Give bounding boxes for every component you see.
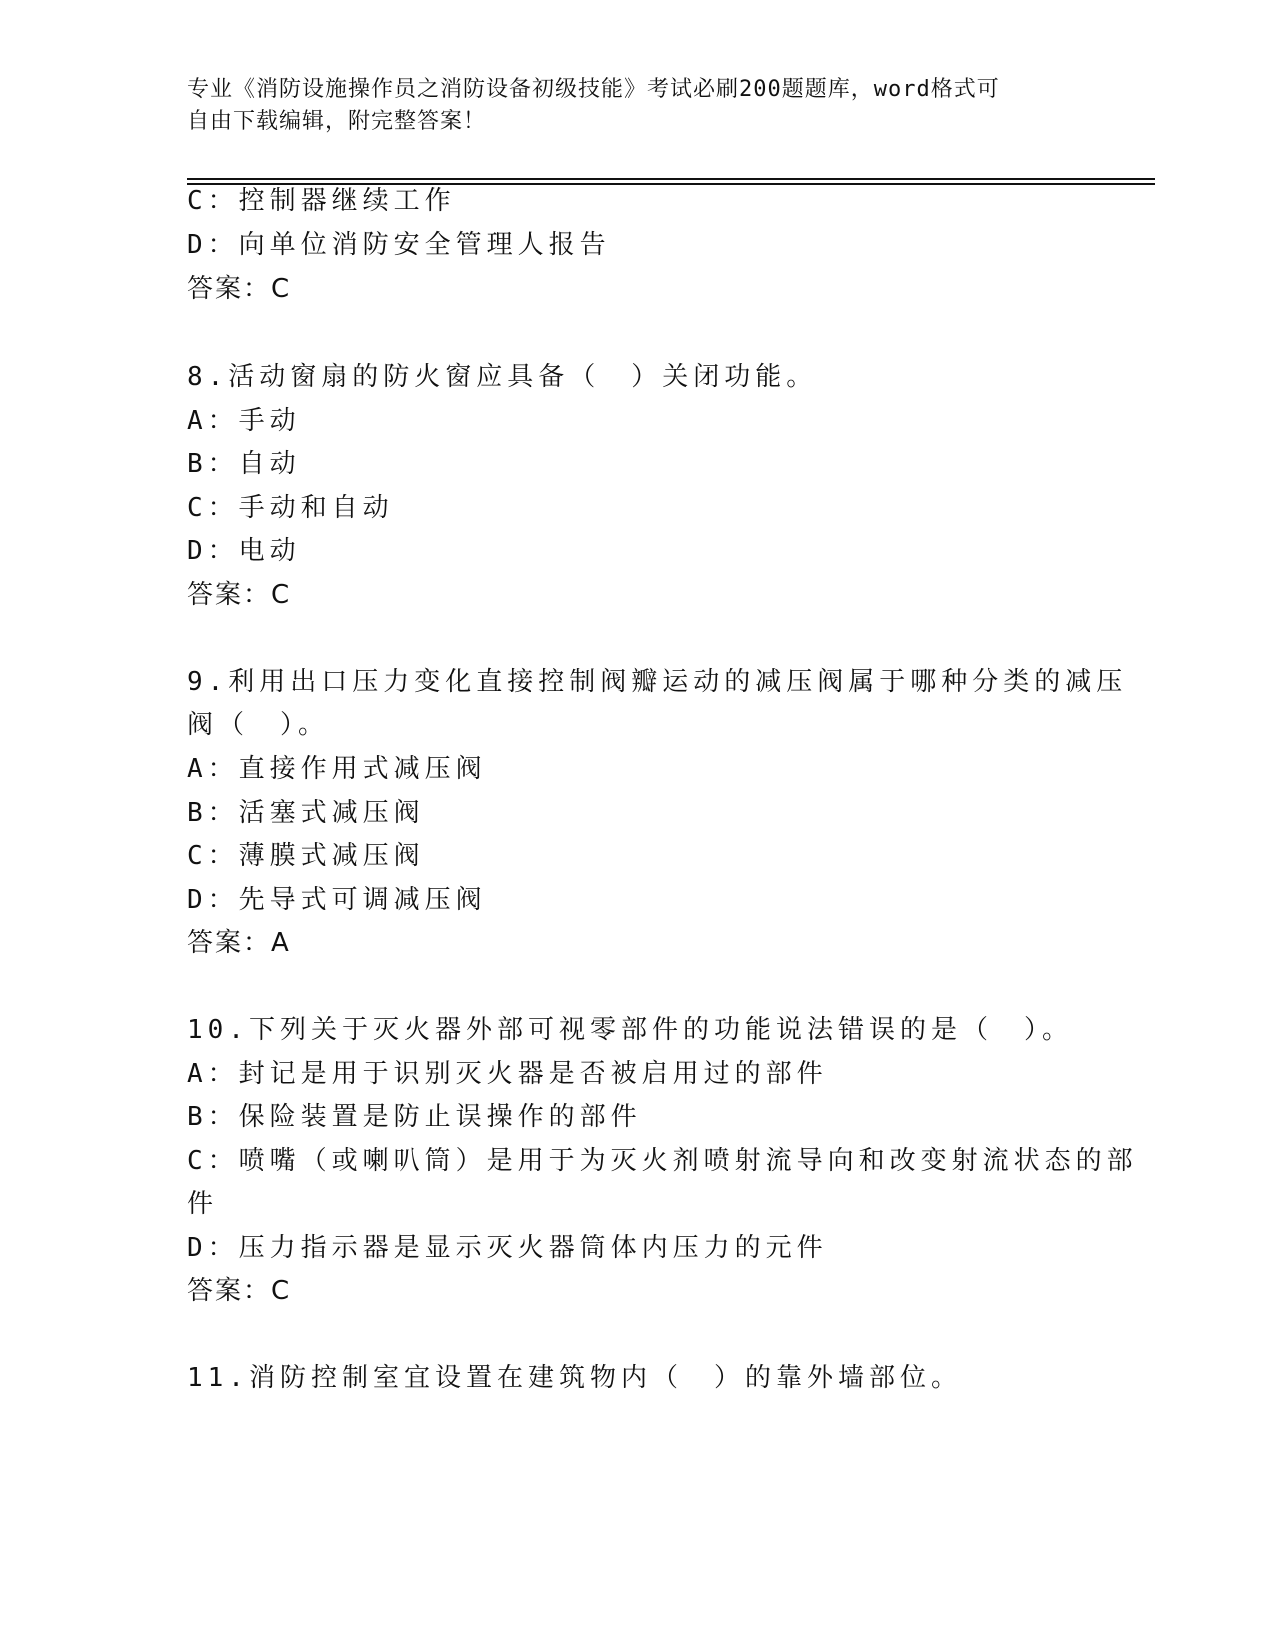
prev-answer: 答案：C <box>187 274 292 304</box>
header-rule-top <box>187 178 1155 180</box>
header-line-2: 自由下载编辑，附完整答案！ <box>187 109 487 134</box>
q8-option-b: B：自动 <box>187 449 301 479</box>
q9-stem-line-1: 9.利用出口压力变化直接控制阀瓣运动的减压阀属于哪种分类的减压 <box>187 667 1128 697</box>
prev-option-c: C：控制器继续工作 <box>187 186 456 216</box>
q10-option-d: D：压力指示器是显示灭火器筒体内压力的元件 <box>187 1233 828 1263</box>
prev-option-d: D：向单位消防安全管理人报告 <box>187 230 611 260</box>
q8-option-d: D：电动 <box>187 536 301 566</box>
q9-option-c: C：薄膜式减压阀 <box>187 841 425 871</box>
q10-option-a: A：封记是用于识别灭火器是否被启用过的部件 <box>187 1059 828 1089</box>
q10-option-c-line-1: C：喷嘴（或喇叭筒）是用于为灭火剂喷射流导向和改变射流状态的部 <box>187 1146 1138 1176</box>
document-header <box>187 74 1067 138</box>
q9-answer: 答案：A <box>187 928 291 958</box>
q8-stem: 8.活动窗扇的防火窗应具备（ ）关闭功能。 <box>187 362 818 392</box>
q9-stem-line-2: 阀（ ）。 <box>187 710 330 740</box>
q9-option-b: B：活塞式减压阀 <box>187 798 425 828</box>
q9-option-d: D：先导式可调减压阀 <box>187 885 487 915</box>
q11-stem: 11.消防控制室宜设置在建筑物内（ ）的靠外墙部位。 <box>187 1363 962 1393</box>
q8-option-c: C：手动和自动 <box>187 493 394 523</box>
q10-option-c-line-2: 件 <box>187 1189 219 1219</box>
header-line-1: 专业《消防设施操作员之消防设备初级技能》考试必刷200题题库，word格式可 <box>187 77 1000 102</box>
q9-option-a: A：直接作用式减压阀 <box>187 754 487 784</box>
q10-option-b: B：保险装置是防止误操作的部件 <box>187 1102 642 1132</box>
q10-stem: 10.下列关于灭火器外部可视零部件的功能说法错误的是（ ）。 <box>187 1015 1073 1045</box>
q8-option-a: A：手动 <box>187 406 301 436</box>
q10-answer: 答案：C <box>187 1276 292 1306</box>
q8-answer: 答案：C <box>187 580 292 610</box>
